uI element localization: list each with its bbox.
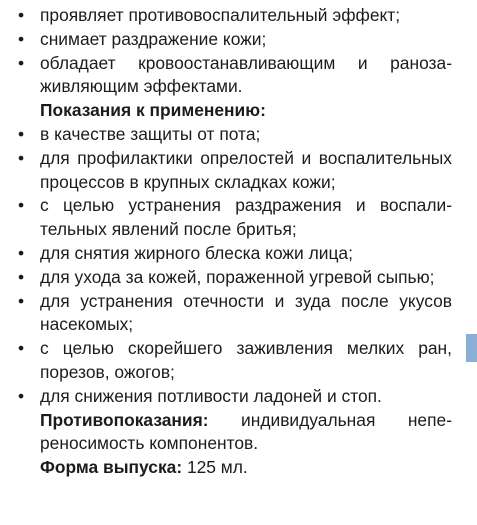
contraindications-paragraph: [16, 409, 452, 457]
list-item: • для ухода за кожей, пораженной угревой сыпью;: [16, 266, 452, 290]
release-form-paragraph: [16, 456, 452, 480]
list-item: • в качестве защиты от пота;: [16, 123, 452, 147]
contraindications-text: индивидуальная непереносимость компонентов.: [40, 409, 452, 454]
list-item: • снимает раздражение кожи;: [16, 28, 452, 52]
indications-list: [16, 123, 452, 409]
indications-heading: Показания к применению:: [40, 100, 266, 121]
list-item: • для снятия жирного блеска кожи лица;: [16, 242, 452, 266]
list-item: • обладает кровоостанавливающим и ранозаживляющим эффектами.: [16, 52, 452, 100]
list-item: • для устранения отечности и зуда после укусов насекомых;: [16, 290, 452, 338]
list-item: • с целью устранения раздражения и воспалительных явлений после бритья;: [16, 194, 452, 242]
list-item: • с целью скорейшего заживления мелких ран, порезов, ожогов;: [16, 337, 452, 385]
list-item: • для профилактики опрелостей и воспалительных процессов в крупных складках кожи;: [16, 147, 452, 195]
release-form-text: 125 мл.: [182, 457, 248, 478]
document-text: [16, 4, 452, 480]
release-form-label: Форма выпуска:: [40, 457, 183, 478]
properties-list: [16, 4, 452, 99]
list-item: • проявляет противовоспалительный эффект;: [16, 4, 452, 28]
page-side-tab: [466, 334, 477, 362]
list-item: • для снижения потливости ладоней и стоп.: [16, 385, 452, 409]
contraindications-label: Противопоказания:: [40, 409, 209, 430]
